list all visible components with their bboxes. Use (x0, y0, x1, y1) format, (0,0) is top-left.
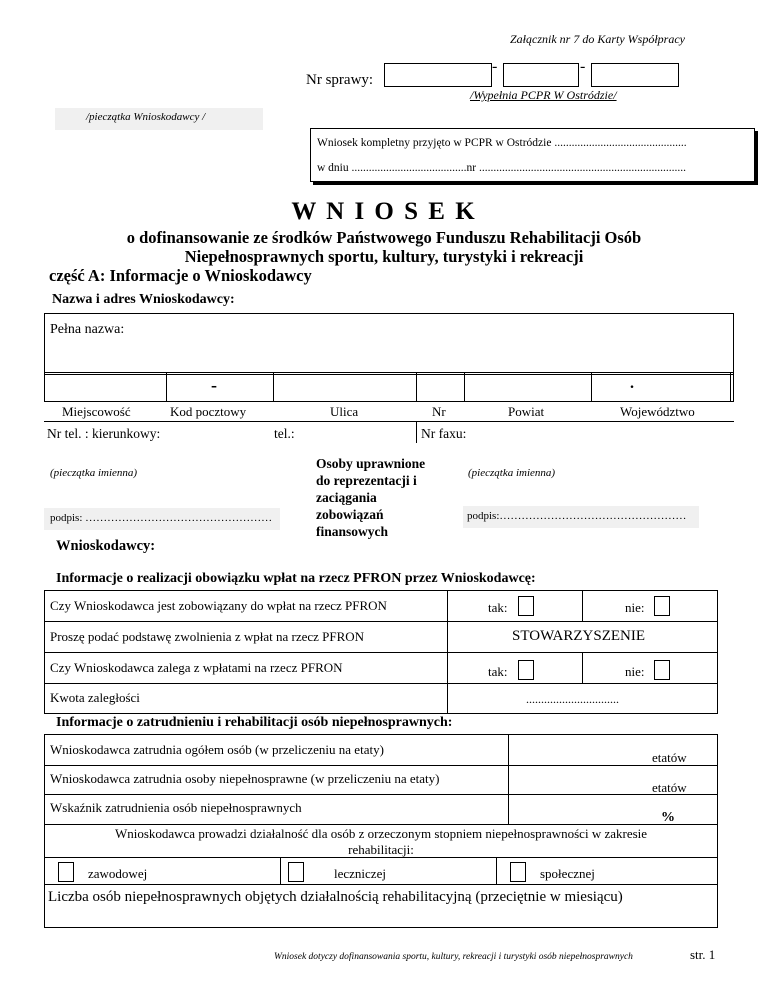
street-field[interactable] (273, 372, 417, 402)
authorized-persons-label: Osoby uprawnione do reprezentacji i zaciągania zobowiązań finansowych (316, 456, 426, 539)
employment-ratio-label: Wskaźnik zatrudnienia osób niepełnosprawnych (50, 800, 302, 815)
footer-note: Wniosek dotyczy dofinansowania sportu, kultury, rekreacji i turystyki osób niepełnosprawnych (274, 952, 633, 962)
employment-disabled-unit: etatów (652, 780, 687, 795)
tel-label: tel.: (274, 426, 295, 441)
pfron-q3-no-checkbox[interactable] (654, 660, 670, 680)
voivodeship-field[interactable] (591, 372, 731, 402)
case-dash-2: - (580, 58, 586, 75)
signature-left[interactable]: podpis: …………………………………………… (50, 512, 273, 524)
case-number-part3[interactable] (591, 63, 679, 87)
part-a-title: część A: Informacje o Wnioskodawcy (49, 266, 312, 285)
pfron-q2: Proszę podać podstawę zwolnienia z wpłat na rzecz PFRON (50, 629, 365, 644)
postal-code-field[interactable] (166, 372, 274, 402)
postal-dash: - (211, 375, 217, 395)
col-voivodeship: Województwo (620, 404, 695, 419)
pfron-q1-yes-label: tak: (488, 600, 508, 615)
case-dash-1: - (492, 58, 498, 75)
pfron-q3: Czy Wnioskodawca zalega z wpłatami na rzecz PFRON (50, 660, 343, 675)
pfron-q2-answer[interactable]: STOWARZYSZENIE (512, 628, 646, 644)
pfron-heading: Informacje o realizacji obowiązku wpłat na rzecz PFRON przez Wnioskodawcę: (56, 571, 536, 586)
employment-ratio-unit: % (661, 810, 675, 825)
col-number: Nr (432, 404, 446, 419)
full-name-field[interactable] (44, 313, 734, 375)
pfron-q4-answer[interactable]: ............................... (526, 692, 619, 706)
pfron-q4: Kwota zaległości (50, 690, 140, 705)
col-street: Ulica (330, 404, 359, 419)
col-postal: Kod pocztowy (170, 404, 247, 419)
opt-social-label: społecznej (540, 866, 595, 881)
col-city: Miejscowość (62, 404, 131, 419)
received-box (310, 128, 755, 182)
applicant-heading: Nazwa i adres Wnioskodawcy: (52, 292, 235, 307)
case-number-label: Nr sprawy: (306, 72, 374, 88)
applicant-stamp-label: /pieczątka Wnioskodawcy / (86, 111, 206, 123)
employment-total-label: Wnioskodawca zatrudnia ogółem osób (w przeliczeniu na etaty) (50, 742, 384, 757)
title-line-1: o dofinansowanie ze środków Państwowego Funduszu Rehabilitacji Osób (126, 228, 642, 247)
pfron-q1-no-label: nie: (625, 600, 645, 615)
opt-medical-label: leczniczej (334, 866, 386, 881)
stamp-left: (pieczątka imienna) (50, 467, 138, 479)
signature-right[interactable]: podpis:…………………………………………… (467, 510, 687, 522)
stamp-right: (pieczątka imienna) (468, 467, 556, 479)
number-field[interactable] (416, 372, 465, 402)
pfron-q1-no-checkbox[interactable] (654, 596, 670, 616)
pfron-q3-no-label: nie: (625, 664, 645, 679)
opt-social-checkbox[interactable] (510, 862, 526, 882)
document-title: W N I O S E K (291, 198, 477, 225)
voivodeship-dot: . (630, 375, 634, 392)
employment-heading: Informacje o zatrudnieniu i rehabilitacji osób niepełnosprawnych: (56, 715, 453, 730)
employment-disabled-label: Wnioskodawca zatrudnia osoby niepełnosprawne (w przeliczeniu na etaty) (50, 771, 440, 786)
case-number-part1[interactable] (384, 63, 492, 87)
city-field[interactable] (44, 372, 167, 402)
county-field[interactable] (464, 372, 592, 402)
applicants-label: Wnioskodawcy: (56, 538, 156, 554)
fax-label: Nr faxu: (421, 426, 467, 441)
pfron-q3-yes-checkbox[interactable] (518, 660, 534, 680)
opt-medical-checkbox[interactable] (288, 862, 304, 882)
rehab-count-label: Liczba osób niepełnosprawnych objętych działalnością rehabilitacyjną (przeciętnie w miesiącu) (48, 889, 623, 905)
pfron-q3-yes-label: tak: (488, 664, 508, 679)
activity-description: Wnioskodawca prowadzi działalność dla osób z orzeczonym stopniem niepełnosprawności w zakresie rehabilitacji: (114, 826, 648, 857)
received-date-line: w dniu ........................................nr ........................................................................ (317, 162, 686, 174)
full-name-label: Pełna nazwa: (50, 322, 125, 337)
title-line-2: Niepełnosprawnych sportu, kultury, turystyki i rekreacji (184, 247, 584, 266)
col-county: Powiat (508, 404, 545, 419)
fill-note: /Wypełnia PCPR W Ostródzie/ (470, 88, 617, 102)
pfron-q1: Czy Wnioskodawca jest zobowiązany do wpłat na rzecz PFRON (50, 598, 387, 613)
case-number-part2[interactable] (503, 63, 579, 87)
page-number: str. 1 (690, 947, 716, 962)
annex-label: Załącznik nr 7 do Karty Współpracy (510, 32, 685, 46)
pfron-q1-yes-checkbox[interactable] (518, 596, 534, 616)
opt-vocational-label: zawodowej (88, 866, 148, 881)
employment-total-unit: etatów (652, 750, 687, 765)
phone-label: Nr tel. : kierunkowy: (47, 426, 161, 441)
opt-vocational-checkbox[interactable] (58, 862, 74, 882)
received-line: Wniosek kompletny przyjęto w PCPR w Ostródzie .............................................. (317, 137, 687, 149)
